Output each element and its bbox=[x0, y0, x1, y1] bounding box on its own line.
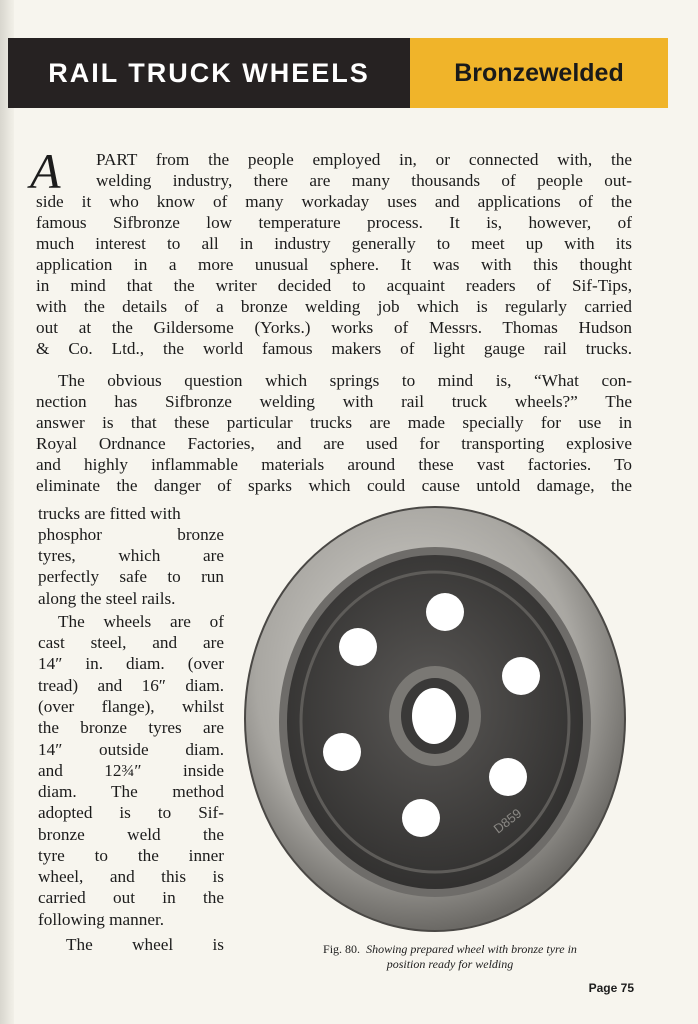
body-line: The obvious question which springs to mind is, “What con- bbox=[58, 371, 632, 390]
caption-line-1: Showing prepared wheel with bronze tyre in bbox=[366, 942, 577, 956]
body-line: Royal Ordnance Factories, and are used for transporting explosive bbox=[36, 434, 632, 453]
body-line: much interest to all in industry generally to meet up with its bbox=[36, 234, 632, 253]
body-line: welding industry, there are many thousands of people out- bbox=[96, 171, 632, 190]
column-line: carried out in the bbox=[38, 888, 224, 907]
body-line: & Co. Ltd., the world famous makers of light gauge rail trucks. bbox=[36, 339, 632, 358]
drop-cap: A bbox=[30, 143, 61, 199]
column-line: tread) and 16″ diam. bbox=[38, 676, 224, 695]
wheel-hole bbox=[489, 758, 527, 796]
column-line: 14″ outside diam. bbox=[38, 740, 224, 759]
wheel-hole bbox=[402, 799, 440, 837]
column-line: adopted is to Sif- bbox=[38, 803, 224, 822]
body-line: in mind that the writer decided to acquaint readers of Sif-Tips, bbox=[36, 276, 632, 295]
wheel-illustration bbox=[240, 504, 630, 934]
wheel-hole bbox=[502, 657, 540, 695]
body-line: and highly inflammable materials around these vast factories. To bbox=[36, 455, 632, 474]
caption-line-2: position ready for welding bbox=[386, 957, 514, 971]
column-line: the bronze tyres are bbox=[38, 718, 224, 737]
body-line: out at the Gildersome (Yorks.) works of Messrs. Thomas Hudson bbox=[36, 318, 632, 337]
column-line: and 12¾″ inside bbox=[38, 761, 224, 780]
column-line: The wheels are of bbox=[58, 612, 224, 631]
body-line: PART from the people employed in, or connected with, the bbox=[96, 150, 632, 169]
figure-label: Fig. 80. bbox=[323, 942, 361, 956]
header-subtitle: Bronzewelded bbox=[410, 38, 668, 108]
body-line: famous Sifbronze low temperature process. It is, however, of bbox=[36, 213, 632, 232]
body-line: application in a more unusual sphere. It was with this thought bbox=[36, 255, 632, 274]
body-line: with the details of a bronze welding job which is regularly carried bbox=[36, 297, 632, 316]
column-line: phosphor bronze bbox=[38, 525, 224, 544]
column-line: bronze weld the bbox=[38, 825, 224, 844]
wheel-photo bbox=[240, 504, 630, 934]
page-edge bbox=[0, 0, 14, 1024]
column-line: following manner. bbox=[38, 910, 165, 929]
wheel-hole bbox=[426, 593, 464, 631]
column-line: trucks are fitted with bbox=[38, 504, 181, 523]
wheel-hole bbox=[339, 628, 377, 666]
axle-hole bbox=[412, 688, 456, 744]
column-line: wheel, and this is bbox=[38, 867, 224, 886]
body-line: side it who know of many workaday uses and applications of the bbox=[36, 192, 632, 211]
wheel-hole bbox=[323, 733, 361, 771]
column-line: (over flange), whilst bbox=[38, 697, 224, 716]
column-line: diam. The method bbox=[38, 782, 224, 801]
column-line: 14″ in. diam. (over bbox=[38, 654, 224, 673]
body-line: nection has Sifbronze welding with rail truck wheels?” The bbox=[36, 392, 632, 411]
column-line: along the steel rails. bbox=[38, 589, 176, 608]
column-line: The wheel is bbox=[66, 935, 224, 954]
column-line: tyres, which are bbox=[38, 546, 224, 565]
figure-caption bbox=[250, 942, 650, 972]
page-number: Page 75 bbox=[588, 981, 634, 995]
column-line: cast steel, and are bbox=[38, 633, 224, 652]
column-line: tyre to the inner bbox=[38, 846, 224, 865]
header-title: RAIL TRUCK WHEELS bbox=[8, 38, 410, 108]
body-line: eliminate the danger of sparks which could cause untold damage, the bbox=[36, 476, 632, 495]
column-line: perfectly safe to run bbox=[38, 567, 224, 586]
body-line: answer is that these particular trucks are made specially for use in bbox=[36, 413, 632, 432]
casting-mark: D859 bbox=[490, 805, 525, 837]
article-header bbox=[8, 38, 668, 108]
